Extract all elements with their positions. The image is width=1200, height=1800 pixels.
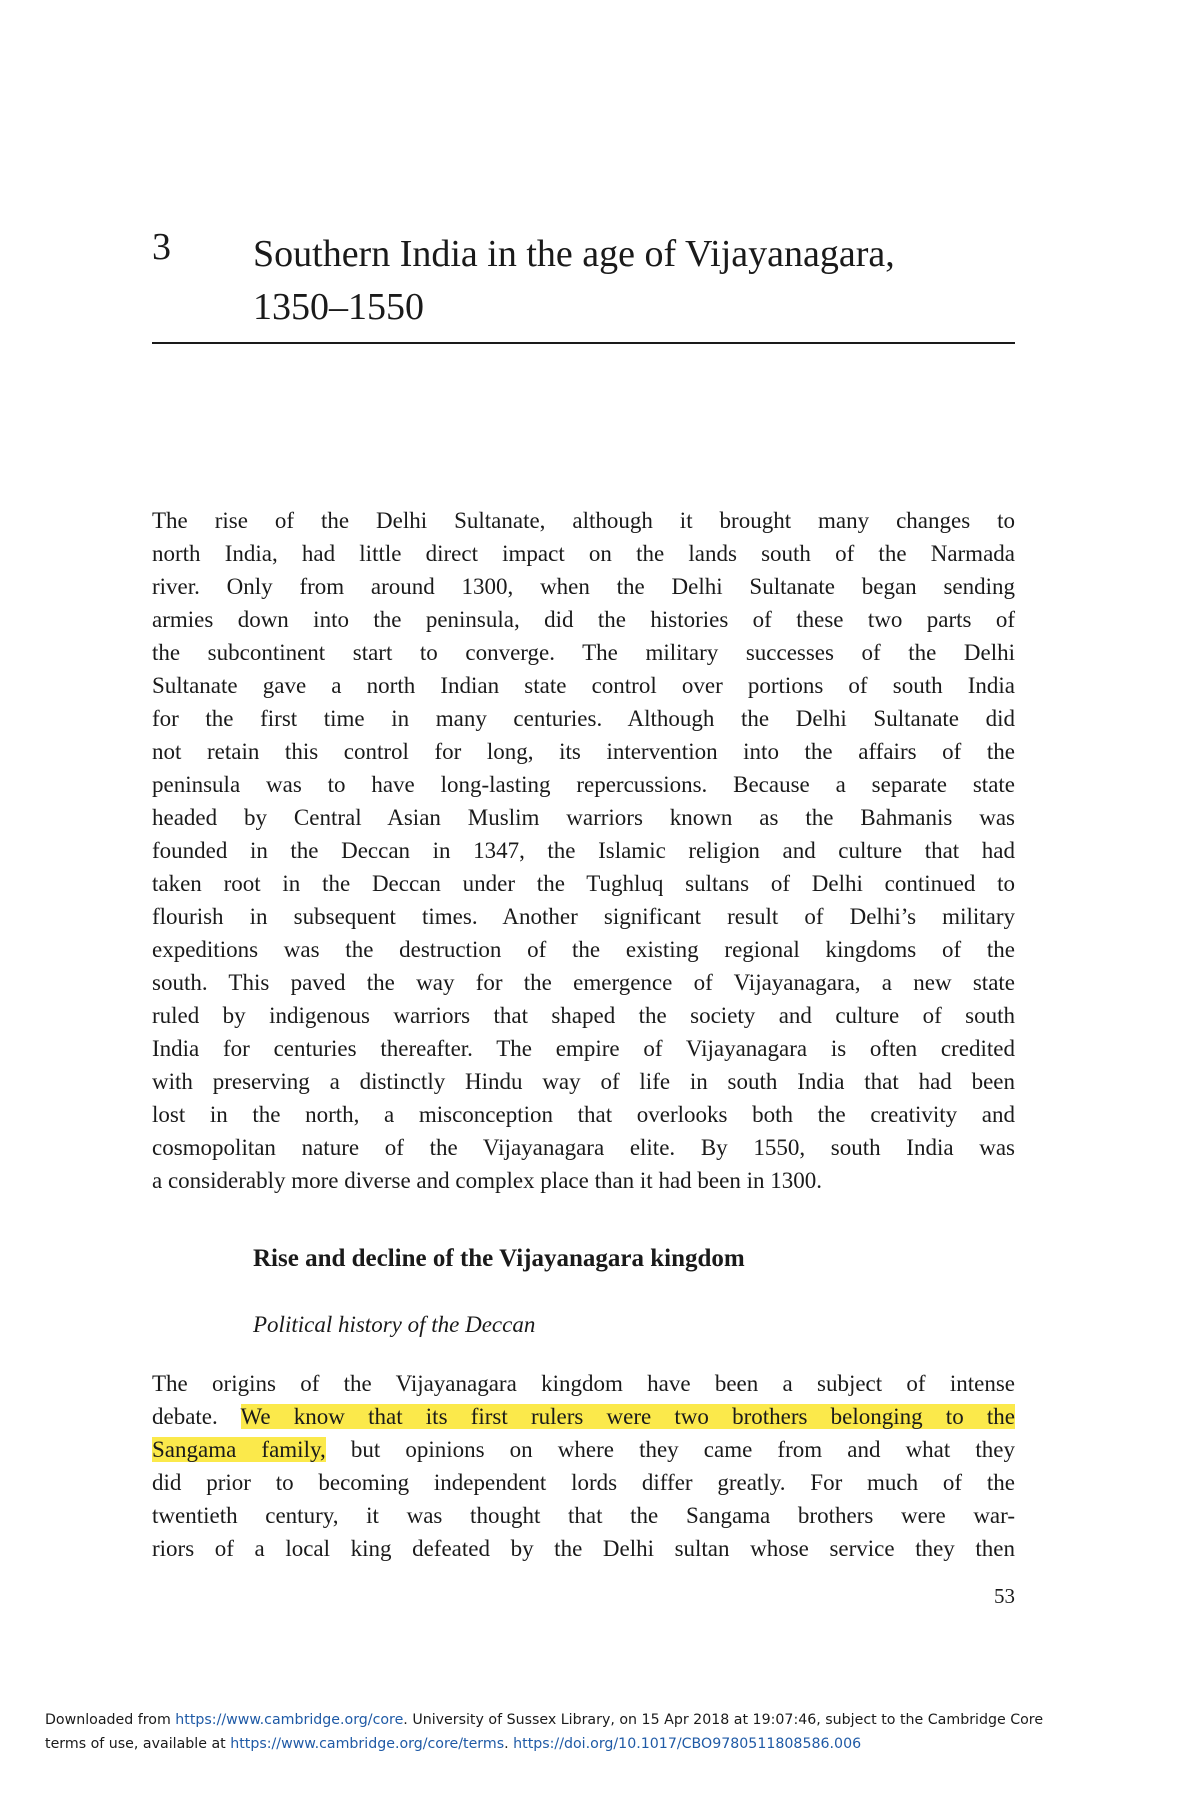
body-paragraph (152, 1367, 1015, 1565)
terms-link[interactable]: https://www.cambridge.org/core/terms (230, 1736, 505, 1752)
cambridge-core-link[interactable]: https://www.cambridge.org/core (175, 1712, 404, 1728)
footer-text: Downloaded from (45, 1712, 176, 1728)
page-number: 53 (994, 1584, 1015, 1608)
footer-text: terms of use, available at (45, 1736, 231, 1752)
paragraph-line: armies down into the peninsula, did the histories of these two parts of (152, 607, 1015, 632)
footer-text: . (504, 1736, 514, 1752)
paragraph-text: but opinions on where they came from and what they (325, 1437, 1015, 1462)
paragraph-line: cosmopolitan nature of the Vijayanagara elite. By 1550, south India was (152, 1135, 1015, 1160)
paragraph-line: The origins of the Vijayanagara kingdom have been a subject of intense (152, 1371, 1015, 1396)
doi-link[interactable]: https://doi.org/10.1017/CBO9780511808586.006 (513, 1736, 862, 1752)
paragraph-line: riors of a local king defeated by the Delhi sultan whose service they then (152, 1536, 1015, 1561)
chapter-number: 3 (152, 226, 171, 268)
paragraph-line: did prior to becoming independent lords differ greatly. For much of the (152, 1470, 1015, 1495)
section-heading: Rise and decline of the Vijayanagara kingdom (253, 1245, 745, 1272)
highlighted-text[interactable]: We know that its first rulers were two brothers belonging to the (240, 1404, 1015, 1429)
download-footer (45, 1708, 1165, 1756)
chapter-title (253, 228, 1073, 334)
paragraph-line: India for centuries thereafter. The empire of Vijayanagara is often credited (152, 1036, 1015, 1061)
subsection-heading: Political history of the Deccan (253, 1312, 536, 1337)
chapter-title-line: 1350–1550 (253, 286, 424, 328)
paragraph-line: founded in the Deccan in 1347, the Islamic religion and culture that had (152, 838, 1015, 863)
paragraph-line: for the first time in many centuries. Although the Delhi Sultanate did (152, 706, 1015, 731)
paragraph-line: with preserving a distinctly Hindu way of life in south India that had been (152, 1069, 1015, 1094)
paragraph-line: expeditions was the destruction of the existing regional kingdoms of the (152, 937, 1015, 962)
footer-text: . University of Sussex Library, on 15 Apr 2018 at 19:07:46, subject to the Cambridge Core (403, 1712, 1044, 1728)
paragraph-line: south. This paved the way for the emergence of Vijayanagara, a new state (152, 970, 1015, 995)
paragraph-line: a considerably more diverse and complex place than it had been in 1300. (152, 1168, 822, 1193)
intro-paragraph (152, 504, 1015, 1197)
chapter-title-line: Southern India in the age of Vijayanagara, (253, 233, 895, 275)
paragraph-line: river. Only from around 1300, when the Delhi Sultanate began sending (152, 574, 1015, 599)
paragraph-line: Sultanate gave a north Indian state control over portions of south India (152, 673, 1015, 698)
paragraph-line (152, 1400, 1015, 1433)
paragraph-line: The rise of the Delhi Sultanate, although it brought many changes to (152, 508, 1015, 533)
paragraph-line: ruled by indigenous warriors that shaped the society and culture of south (152, 1003, 1015, 1028)
paragraph-line: headed by Central Asian Muslim warriors known as the Bahmanis was (152, 805, 1015, 830)
footer-line (45, 1732, 1165, 1756)
highlighted-text[interactable]: Sangama family, (152, 1437, 326, 1462)
paragraph-line: north India, had little direct impact on the lands south of the Narmada (152, 541, 1015, 566)
paragraph-line: twentieth century, it was thought that the Sangama brothers were war- (152, 1503, 1015, 1528)
paragraph-line: not retain this control for long, its intervention into the affairs of the (152, 739, 1015, 764)
paragraph-line: taken root in the Deccan under the Tughluq sultans of Delhi continued to (152, 871, 1015, 896)
paragraph-line: lost in the north, a misconception that overlooks both the creativity and (152, 1102, 1015, 1127)
paragraph-text: debate. (152, 1404, 241, 1429)
title-rule (152, 342, 1015, 344)
paragraph-line (152, 1433, 1015, 1466)
paragraph-line: the subcontinent start to converge. The military successes of the Delhi (152, 640, 1015, 665)
footer-line (45, 1708, 1165, 1732)
paragraph-line: peninsula was to have long-lasting repercussions. Because a separate state (152, 772, 1015, 797)
paragraph-line: flourish in subsequent times. Another significant result of Delhi’s military (152, 904, 1015, 929)
